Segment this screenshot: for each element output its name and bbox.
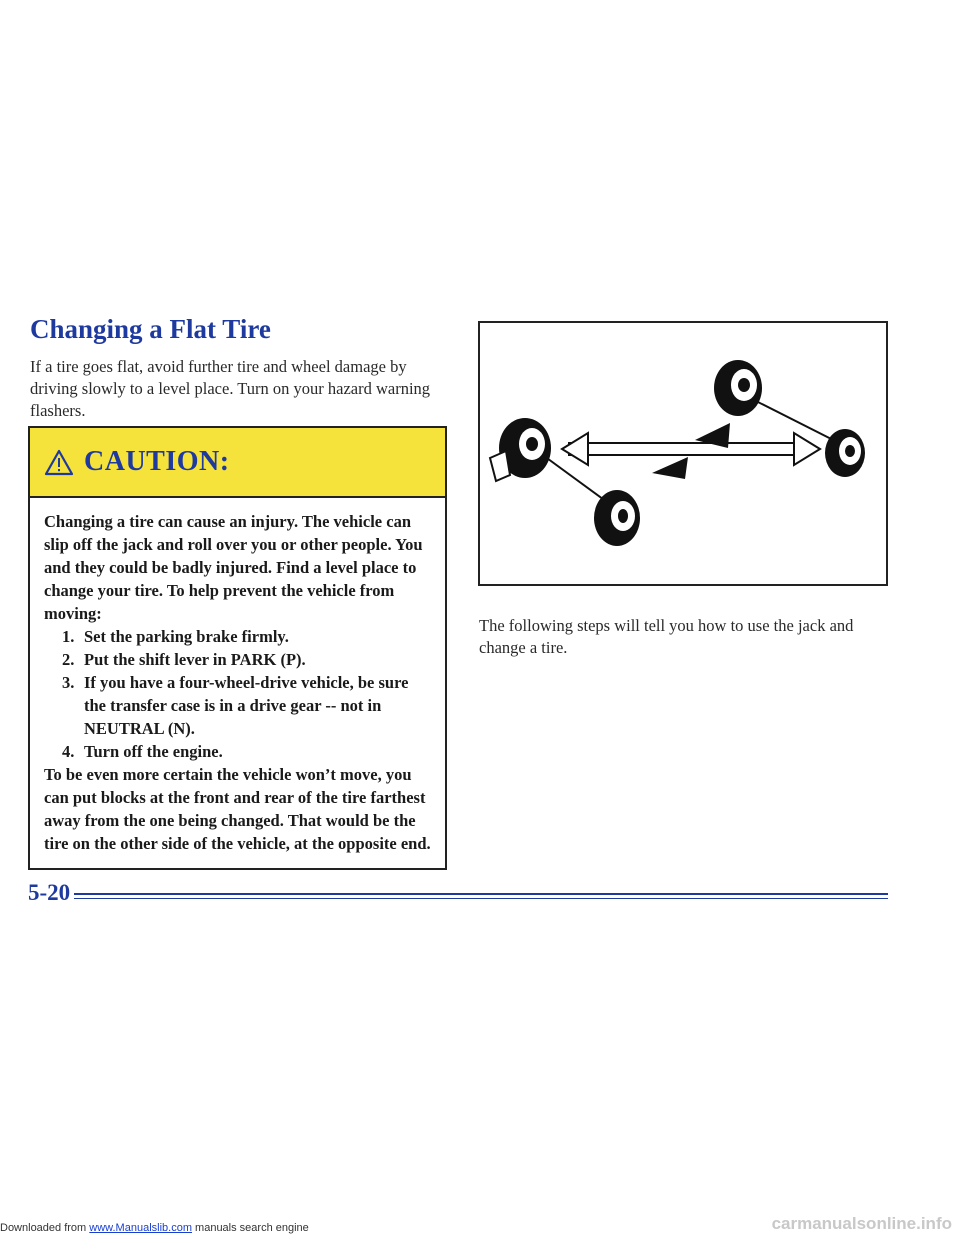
caution-body: [30, 498, 445, 855]
page-title: Changing a Flat Tire: [30, 314, 271, 344]
right-paragraph: The following steps will tell you how to use the jack and change a tire.: [479, 616, 854, 657]
list-item: 4. Turn off the engine.: [62, 742, 223, 761]
wheel-chock-diagram-icon: [480, 323, 886, 584]
caution-label: CAUTION:: [84, 446, 230, 477]
page-number: 5-20: [28, 880, 71, 905]
manual-page: [0, 300, 960, 945]
caution-closing: To be even more certain the vehicle won’t move, you can put blocks at the front and rear of the tire farthest away from the one being changed. That would be the tire on the other side of the vehicle, at the opposite end.: [44, 765, 431, 853]
intro-paragraph: If a tire goes flat, avoid further tire and wheel damage by driving slowly to a level place. Turn on your hazard warning flashers.: [30, 357, 431, 420]
footer-rule: [74, 898, 888, 899]
download-banner: Downloaded from www.Manualslib.com manuals search engine: [0, 1222, 309, 1234]
watermark: carmanualsonline.info: [771, 1214, 952, 1233]
warning-triangle-icon: [44, 449, 74, 476]
wheel-diagram: [478, 321, 888, 586]
caution-header: [30, 428, 445, 498]
caution-box: [28, 426, 447, 870]
footer-rule: [74, 893, 888, 895]
manualslib-link[interactable]: www.Manualslib.com: [89, 1222, 192, 1234]
list-item: 2. Put the shift lever in PARK (P).: [62, 650, 306, 669]
caution-lead: Changing a tire can cause an injury. The vehicle can slip off the jack and roll over you or other people. You and they could be badly injured. Find a level place to change your tire. To help prevent the vehicle from moving:: [44, 512, 423, 623]
caution-steps: [44, 625, 431, 763]
list-item: 1. Set the parking brake firmly.: [62, 627, 289, 646]
list-item: 3. If you have a four-wheel-drive vehicle, be sure the transfer case is in a drive gear -- not in NEUTRAL (N).: [62, 673, 409, 738]
